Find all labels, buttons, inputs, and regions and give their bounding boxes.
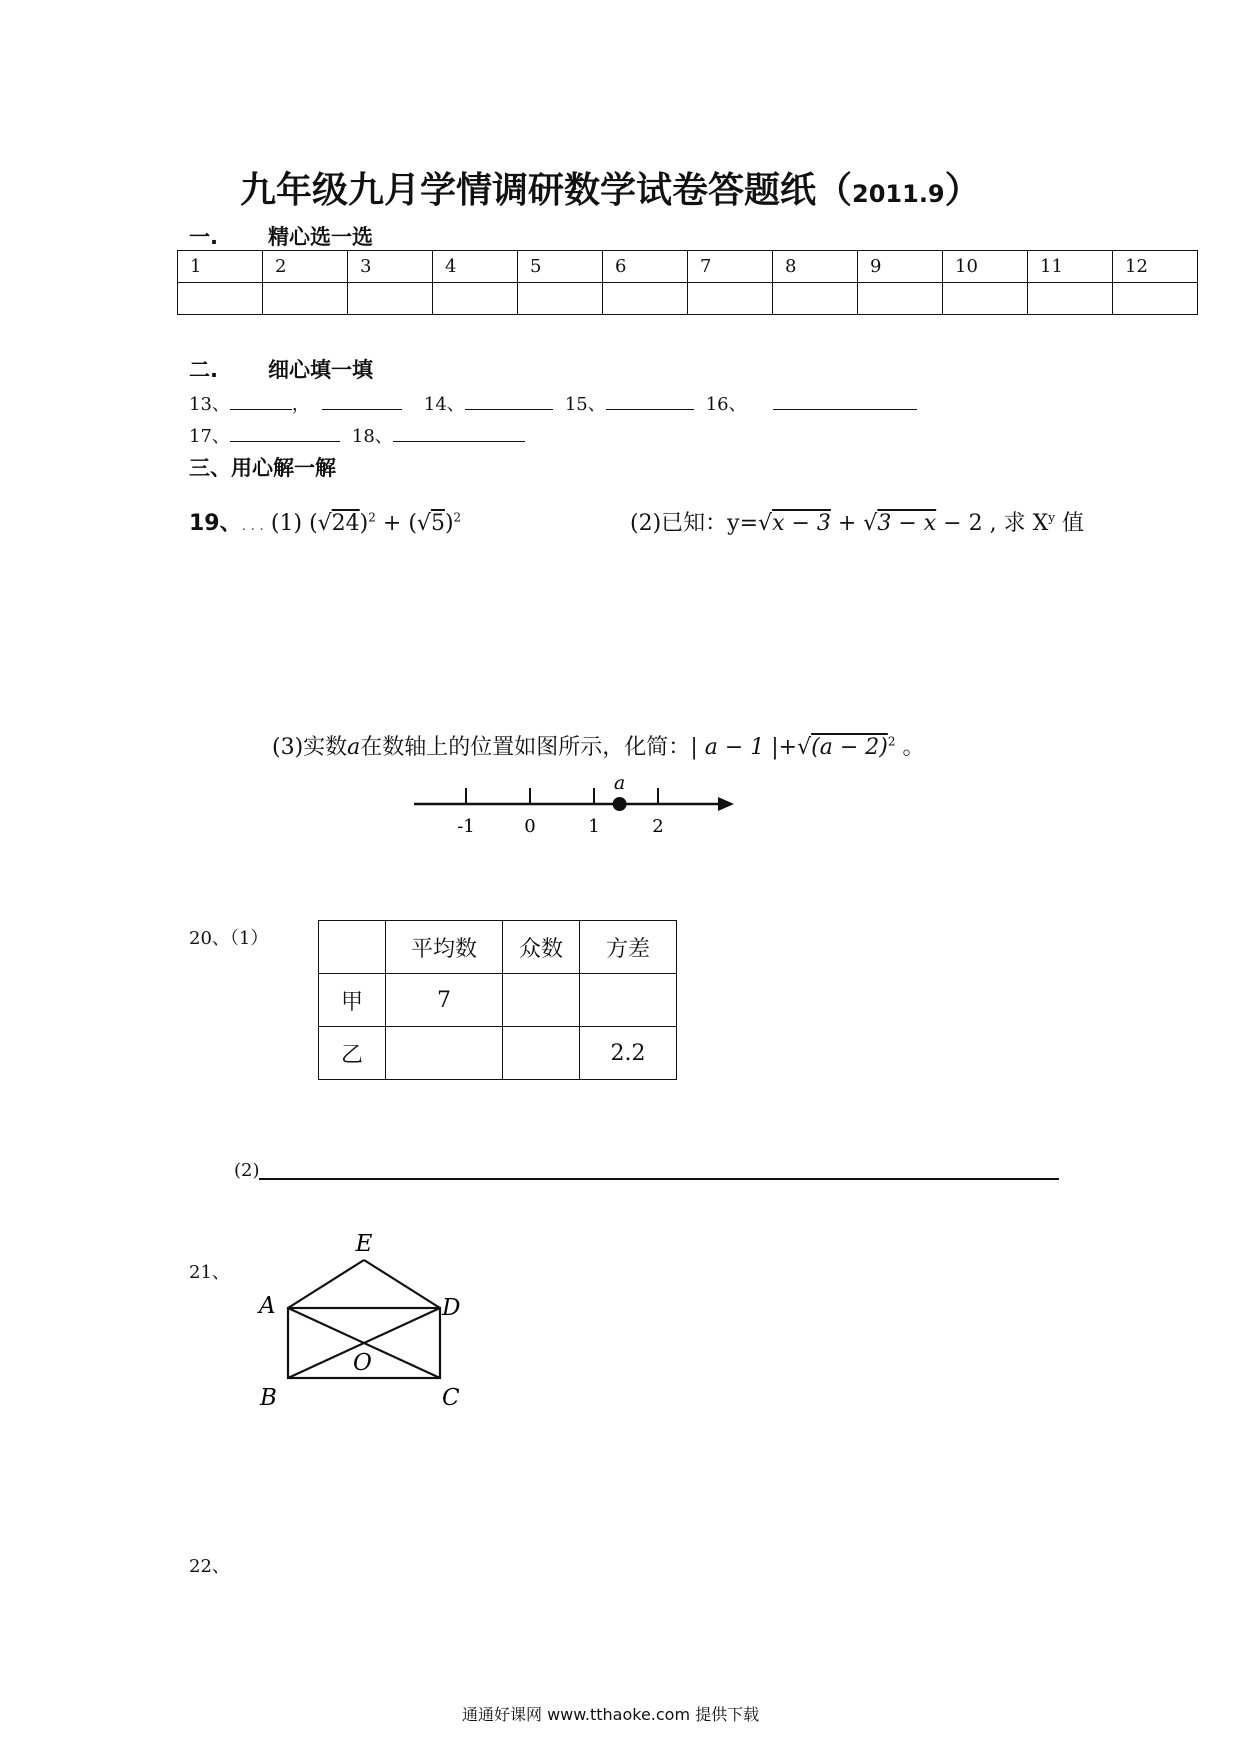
stats-cell[interactable] [580,974,677,1027]
choice-cell-6: 6 [603,251,688,283]
q20-part2-label: (2) [234,1160,260,1181]
q19-part3: (3)实数a在数轴上的位置如图所示，化简：| a − 1 $|+√(a - 2)^2$ 。 [272,734,925,760]
answer-cell[interactable] [263,283,348,315]
q22-label: 22、 [189,1556,230,1577]
choice-cell-9: 9 [858,251,943,283]
fill-row-2: 17、 18、 [189,422,525,448]
blank-13a[interactable] [230,391,292,410]
stats-header-mode: 众数 [503,921,580,974]
number-line-tick-label: 1 [588,816,600,837]
choice-cell-2: 2 [263,251,348,283]
answer-cell[interactable] [178,283,263,315]
section-choice-heading: 一. 精心选一选 [189,225,373,249]
answer-cell[interactable] [773,283,858,315]
blank-13b[interactable] [322,391,402,410]
fill-row-1: 13、 ， 14、 15、 16、 [189,390,917,416]
answer-cell[interactable] [518,283,603,315]
q20-part2-answer-line[interactable] [259,1178,1059,1180]
stats-corner-cell [319,921,386,974]
blank-17[interactable] [230,423,340,442]
answer-cell[interactable] [688,283,773,315]
stats-cell: 7 [386,974,503,1027]
number-line-tick-label: 0 [524,816,536,837]
stats-cell[interactable] [503,1027,580,1080]
stats-row-jia [319,974,677,1027]
choice-cell-1: 1 [178,251,263,283]
choice-cell-11: 11 [1028,251,1113,283]
point-label-a: A [259,1293,276,1319]
choice-cell-5: 5 [518,251,603,283]
answer-cell[interactable] [348,283,433,315]
q20-label: 20、（1） [189,928,269,949]
choice-cell-8: 8 [773,251,858,283]
choice-cell-7: 7 [688,251,773,283]
number-line [400,770,750,840]
footer-source: 通通好课网 www.tthaoke.com 提供下载 [462,1705,760,1724]
point-label-o: O [353,1350,372,1376]
stats-row-label: 乙 [319,1027,386,1080]
q21-label: 21、 [189,1262,230,1283]
q19-part2: (2)已知：y=√x − 3 + √3 − x − 2 , 求 $X^y$ 值 [630,510,1085,536]
stats-cell[interactable] [386,1027,503,1080]
answer-cell[interactable] [1113,283,1198,315]
choice-cell-4: 4 [433,251,518,283]
answer-cell[interactable] [1028,283,1113,315]
choice-header-row [178,251,1198,283]
blank-15[interactable] [606,391,694,410]
point-a-label: a [613,772,626,794]
stats-table [318,920,677,1080]
choice-answer-row [178,283,1198,315]
blank-18[interactable] [393,423,525,442]
stats-cell[interactable] [503,974,580,1027]
answer-cell[interactable] [943,283,1028,315]
number-line-tick-label: 2 [652,816,664,837]
section-fill-heading: 二. 细心填一填 [189,358,373,382]
point-label-e: E [355,1231,373,1257]
q19-part1: 19、. . . (1) $(√24)^2 + (√5)^2$ [189,510,462,536]
section-solve-heading: 三、用心解一解 [189,456,336,480]
stats-header-row [319,921,677,974]
q21-figure [250,1225,480,1415]
blank-14[interactable] [465,391,553,410]
choice-cell-3: 3 [348,251,433,283]
stats-header-mean: 平均数 [386,921,503,974]
number-line-tick-label: -1 [457,816,475,837]
choice-answer-table [177,250,1198,315]
blank-16[interactable] [773,391,917,410]
page-title: 九年级九月学情调研数学试卷答题纸（2011.9） [240,170,981,211]
answer-cell[interactable] [603,283,688,315]
choice-cell-10: 10 [943,251,1028,283]
point-label-d: D [442,1295,461,1321]
stats-cell: 2.2 [580,1027,677,1080]
stats-row-label: 甲 [319,974,386,1027]
point-label-b: B [260,1385,277,1411]
answer-cell[interactable] [858,283,943,315]
stats-row-yi [319,1027,677,1080]
point-a [613,797,627,811]
point-label-c: C [442,1385,460,1411]
arrow-right-icon [718,797,734,811]
answer-cell[interactable] [433,283,518,315]
choice-cell-12: 12 [1113,251,1198,283]
stats-header-variance: 方差 [580,921,677,974]
